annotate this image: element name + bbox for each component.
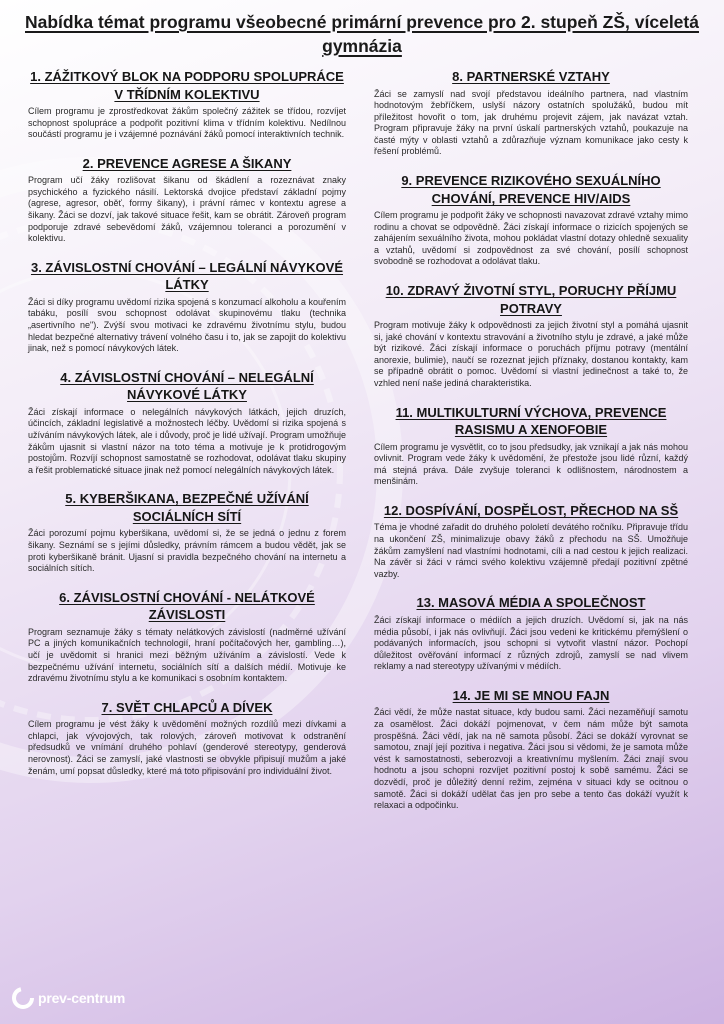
topic-description: Program seznamuje žáky s tématy nelátkových závislostí (nadměrné užívání PC a jiných komunikačních technologií, hraní počítačových her, gambling…), učí je uvědomit si hranici mezi běžným užíváním a závislostí. Vede k bezpečnému užívání internetu, sociálních sítí a dalších médií. Motivuje ke zdravému životnímu stylu a ke komunikaci s osobním kontaktem. bbox=[28, 626, 346, 684]
topic-heading: 2. PREVENCE AGRESE A ŠIKANY bbox=[82, 155, 292, 171]
left-column bbox=[28, 68, 346, 791]
topic-description: Žáci porozumí pojmu kyberšikana, uvědomí si, že se jedná o jednu z forem šikany. Seznámí se s jejími důsledky, právním rámcem a budou vědět, jak se proti kyberšikaně bránit. Ujasní si pravidla bezpečného chování na internetu a sociálních sítích. bbox=[28, 528, 346, 574]
topic-section bbox=[28, 699, 346, 777]
topic-heading: 5. KYBERŠIKANA, BEZPEČNÉ UŽÍVÁNÍ SOCIÁLNÍCH SÍTÍ bbox=[65, 491, 309, 524]
topic-heading: 9. PREVENCE RIZIKOVÉHO SEXUÁLNÍHO CHOVÁNÍ, PREVENCE HIV/AIDS bbox=[401, 173, 661, 206]
topic-heading: 11. MULTIKULTURNÍ VÝCHOVA, PREVENCE RASISMU A XENOFOBIE bbox=[395, 404, 667, 438]
logo-text: prev-centrum bbox=[38, 990, 126, 1006]
topic-section bbox=[28, 490, 346, 574]
topic-section bbox=[374, 282, 688, 390]
topic-section bbox=[28, 68, 346, 141]
topic-description: Žáci si díky programu uvědomí rizika spojená s konzumací alkoholu a kouřením tabáku, posílí svou schopnost odolávat skupinovému tlaku (technika „asertivního ne"). Zvýší svou motivaci ke zdravému životnímu stylu, budou hledat bezpečné alternativy trávení volného času i to, jak se zapojit do kolektivu jinak, než s pomocí návykových látek. bbox=[28, 296, 346, 354]
topic-heading: 8. PARTNERSKÉ VZTAHY bbox=[452, 69, 610, 84]
topic-section bbox=[374, 172, 688, 268]
topic-description: Program motivuje žáky k odpovědnosti za jejich životní styl a pomáhá ujasnit si, jaké chování v kontextu stravování a životního stylu je zdravé, a jaké může být rizikové. Žáci získají informace o poruchách příjmu potravy (mentální anorexie, bulimie), naučí se rozeznat jejich příznaky, dostanou kontakty, kam se případně obrátit o pomoc. Uvědomí si vlastní jedinečnost a také to, že vzhled není naše jediná charakteristika. bbox=[374, 320, 688, 388]
topic-heading: 7. SVĚT CHLAPCŮ A DÍVEK bbox=[101, 699, 273, 715]
prev-centrum-logo-icon bbox=[12, 987, 34, 1009]
prev-centrum-logo bbox=[12, 986, 125, 1010]
topic-heading: 6. ZÁVISLOSTNÍ CHOVÁNÍ - NELÁTKOVÉ ZÁVISLOSTI bbox=[59, 589, 315, 623]
topic-heading: 4. ZÁVISLOSTNÍ CHOVÁNÍ – NELEGÁLNÍ NÁVYKOVÉ LÁTKY bbox=[60, 369, 314, 403]
topic-description: Program učí žáky rozlišovat šikanu od škádlení a rozeznávat znaky psychického a fyzického násilí. Lektorská dvojice představí základní pojmy (agrese, agresor, oběť, formy šikany), i právní rámec v kontextu agrese a šikany. Žáci se dozví, jak takové situace řešit, kam se obrátit. Zároveň program podporuje zdravé sebevědomí žáků, vzájemnou toleranci a porozumění v kolektivu. bbox=[28, 175, 346, 244]
topic-section bbox=[28, 259, 346, 355]
topic-heading: 12. DOSPÍVÁNÍ, DOSPĚLOST, PŘECHOD NA SŠ bbox=[383, 502, 679, 518]
topic-description: Žáci vědí, že může nastat situace, kdy budou sami. Žáci nezaměňují samotu za osamělost. Žáci dokáží pojmenovat, v čem nám může být samota prospěšná. Žáci vědí, jak na ně samota působí. Žáci se dokáží vyrovnat se samotou, znají její pozitiva i negativa. Žáci jsou si vědomi, že je samota může vést k samostatnosti, seberozvoji a kreativnímu myšlením. Žáci znají svou hodnotu a jsou schopni rozvíjet pozitivní postoj k sobě samému. Žáci se dozvědí, proč je důležitý denní režim, zejména v situaci kdy se ocitnou o samotě. Žáci si dokáží udělat čas jen pro sebe a tento čas dokáží využít k relaxaci a odpočinku. bbox=[374, 707, 688, 811]
topic-heading: 13. MASOVÁ MÉDIA A SPOLEČNOST bbox=[416, 595, 646, 611]
topic-description: Téma je vhodné zařadit do druhého pololetí devátého ročníku. Připravuje třídu na ukončení ZŠ, minimalizuje obavy žáků z přechodu na SŠ. Umožňuje žákům zamyšlení nad vlastními hodnotami, cíli a nad cestou k jejich realizaci. Na závěr si žáci v rámci svého kolektivu vzájemně předají pozitivní zpětné vazby. bbox=[374, 522, 688, 579]
topic-section bbox=[374, 687, 688, 812]
topic-section bbox=[374, 404, 688, 488]
topic-section bbox=[28, 155, 346, 245]
topic-heading: 3. ZÁVISLOSTNÍ CHOVÁNÍ – LEGÁLNÍ NÁVYKOVÉ LÁTKY bbox=[30, 259, 344, 293]
topic-description: Cílem programu je vést žáky k uvědomění možných rozdílů mezi dívkami a chlapci, jak vývojových, tak rolových, zároveň motivovat k odstranění předsudků ve vnímání druhého pohlaví (genderové stereotypy, genderová nerovnost). Žáci se zamyslí, jaké vlastnosti se obvykle připisují mužům a jaké ženám, umí popsat důsledky, které má toto připisování pro individuální život. bbox=[28, 719, 346, 776]
topic-description: Cílem programu je podpořit žáky ve schopnosti navazovat zdravé vztahy mimo rodinu a chovat se odpovědně. Žáci získají informace o rizicích spojených se zahájením sexuálního života, mohou pokládat vlastní dotazy ohledně sexuality a vztahů, uvědomí si zodpovědnost za své chování, posílí schopnost svobodně se rozhodovat a odolávat tlaku. bbox=[374, 210, 688, 267]
topic-description: Žáci se zamyslí nad svojí představou ideálního partnera, nad vlastním hodnotovým žebříčkem, uslyší názory ostatních spolužáků, budou mít příležitost hovořit o tom, jak druhému projevit zájem, jak navázat vztah. Program připravuje žáky na první úskalí partnerských vztahů, poukazuje na časté mýty v oblasti vztahů a zdůrazňuje význam komunikace jako cesty k řešení problémů. bbox=[374, 88, 688, 157]
topic-description: Cílem programu je vysvětlit, co to jsou předsudky, jak vznikají a jak nás mohou ovlivnit. Program vede žáky k uvědomění, že přestože jsou lidé různí, každý má stejná práva. Dále zvyšuje toleranci k odlišnostem, národnostem a menšinám. bbox=[374, 441, 688, 487]
topic-section bbox=[28, 589, 346, 685]
topic-heading: 1. ZÁŽITKOVÝ BLOK NA PODPORU SPOLUPRÁCE V TŘÍDNÍM KOLEKTIVU bbox=[30, 69, 344, 102]
right-column bbox=[374, 68, 688, 826]
topic-description: Žáci získají informace o médiích a jejich druzích. Uvědomí si, jak na nás média působí, i jak nás ovlivňují. Žáci jsou vedeni ke kritickému přemýšlení o podávaných informacích, jsou schopni si vytvořit vlastní názor. Pochopí důležitost ověřování informací z různých zdrojů, zamyslí se nad vlivem reklamy a nad stereotypy užívanými v médiích. bbox=[374, 614, 688, 672]
page-title: Nabídka témat programu všeobecné primární prevence pro 2. stupeň ZŠ, víceletá gymnázia bbox=[25, 12, 699, 56]
topic-heading: 10. ZDRAVÝ ŽIVOTNÍ STYL, PORUCHY PŘÍJMU POTRAVY bbox=[385, 283, 677, 316]
topic-section bbox=[374, 502, 688, 580]
topic-section bbox=[374, 594, 688, 672]
topic-heading: 14. JE MI SE MNOU FAJN bbox=[452, 687, 610, 703]
topic-section bbox=[374, 68, 688, 158]
topic-description: Cílem programu je zprostředkovat žákům společný zážitek se třídou, rozvíjet schopnost spolupráce a podpořit pozitivní klima v třídním kolektivu. Nedílnou součástí programu je i vzájemné poznávání žáků pomocí interaktivních technik. bbox=[28, 106, 346, 140]
topic-description: Žáci získají informace o nelegálních návykových látkách, jejich druzích, účincích, základní legislativě a možnostech léčby. Uvědomí si rizika spojená s užíváním návykových látek, ale i důvody, proč je lidé užívají. Program umožňuje žákům ujasnit si vlastní názor na toto téma a motivuje je k protidrogovým postojům. Rozvíjí schopnost samostatně se rozhodovat, odolávat tlaku skupiny a řešit problematické situace jinak než pomocí nelegálních návykových látek. bbox=[28, 406, 346, 475]
topic-section bbox=[28, 369, 346, 477]
